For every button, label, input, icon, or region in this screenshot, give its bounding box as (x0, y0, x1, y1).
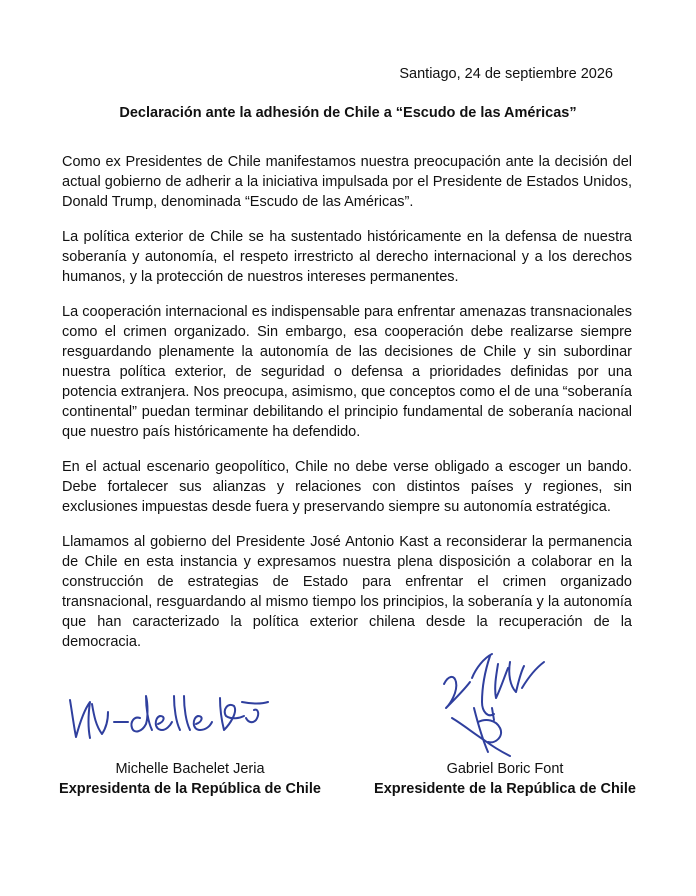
paragraph-5: Llamamos al gobierno del Presidente José Antonio Kast a reconsiderar la permanencia de Chile en esta instancia y expresamos nuestra plena disposición a colaborar en la construcción de estrategias de Estado para enfrentar el crimen organizado transnacional, resguardando al mismo tiempo los principios, la soberanía y la autonomía que han caracterizado la política exterior chilena desde la recuperación de la democracia. (62, 534, 632, 650)
paragraph-4: En el actual escenario geopolítico, Chile no debe verse obligado a escoger un bando. Debe fortalecer sus alianzas y relaciones con distintos países y regiones, sin exclusiones impuestas desde fuera y preservando siempre su autonomía estratégica. (62, 459, 632, 515)
letter-date: Santiago, 24 de septiembre 2026 (399, 66, 613, 82)
signer-right (355, 759, 655, 799)
signer-role: Expresidente de la República de Chile (374, 781, 636, 797)
signer-name: Gabriel Boric Font (446, 761, 564, 777)
letter-title: Declaración ante la adhesión de Chile a “Escudo de las Américas” (119, 105, 577, 121)
signature-bachelet (62, 682, 272, 752)
letter-body (62, 152, 632, 667)
paragraph-3: La cooperación internacional es indispensable para enfrentar amenazas transnacionales como el crimen organizado. Sin embargo, esa cooperación debe realizarse siempre resguardando plenamente la autonomía de las decisiones de Chile y sin subordinar nuestra política exterior, de seguridad o defensa a prioridades definidas por una potencia extranjera. Nos preocupa, asimismo, que conceptos como el de una “soberanía continental” puedan terminar debilitando el principio fundamental de soberanía nacional que nuestro país históricamente ha defendido. (62, 304, 632, 440)
signer-role: Expresidenta de la República de Chile (59, 781, 321, 797)
signer-left (40, 759, 340, 799)
paragraph-1: Como ex Presidentes de Chile manifestamos nuestra preocupación ante la decisión del actual gobierno de adherir a la iniciativa impulsada por el Presidente de Estados Unidos, Donald Trump, denominada “Escudo de las Américas”. (62, 154, 632, 210)
signer-name: Michelle Bachelet Jeria (115, 761, 265, 777)
signature-boric (432, 648, 552, 768)
paragraph-2: La política exterior de Chile se ha sustentado históricamente en la defensa de nuestra soberanía y autonomía, el respeto irrestricto al derecho internacional y a los derechos humanos, y la protección de nuestros intereses permanentes. (62, 229, 632, 285)
